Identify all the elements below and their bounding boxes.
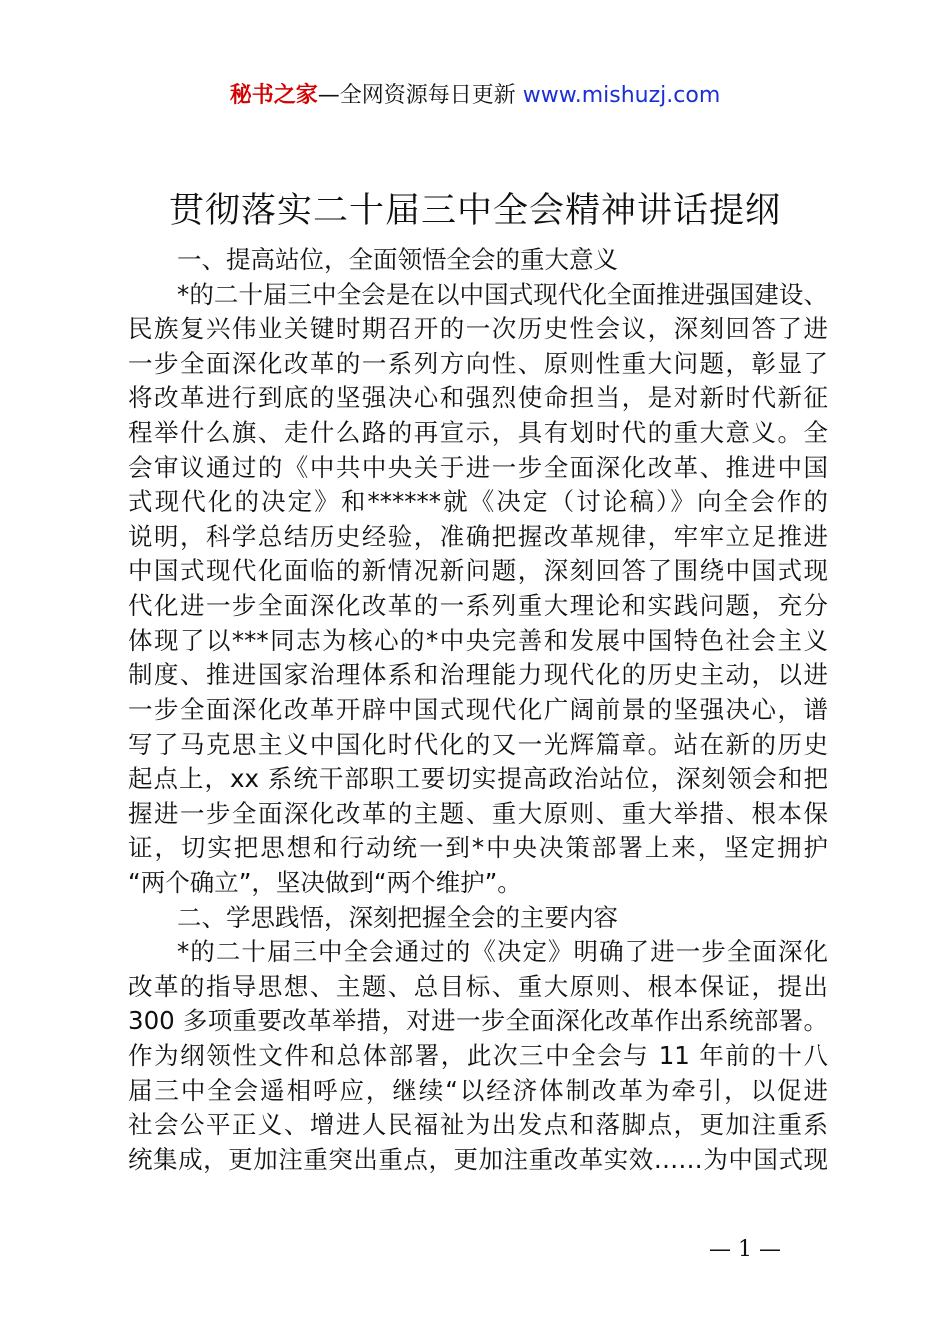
- body-line: 社会公平正义、增进人民福祉为出发点和落脚点，更加注重系: [128, 1110, 828, 1140]
- section-heading-1: 一、提高站位，全面领悟全会的重大意义: [177, 245, 618, 274]
- body-line: 届三中全会遥相呼应，继续“以经济体制改革为牵引，以促进: [128, 1075, 828, 1105]
- body-line: 一步全面深化改革的一系列方向性、原则性重大问题，彰显了: [128, 348, 828, 378]
- site-brand: 秘书之家: [229, 83, 318, 108]
- body-line: 会审议通过的《中共中央关于进一步全面深化改革、推进中国: [128, 452, 828, 482]
- body-line: *的二十届三中全会是在以中国式现代化全面推进强国建设、: [177, 279, 828, 309]
- site-tagline: —全网资源每日更新: [317, 83, 523, 108]
- body-line: 体现了以***同志为核心的*中央完善和发展中国特色社会主义: [128, 625, 828, 655]
- body-line: 证，切实把思想和行动统一到*中央决策部署上来，坚定拥护: [128, 833, 828, 863]
- section-heading-2: 二、学思践悟，深刻把握全会的主要内容: [177, 902, 618, 932]
- body-line: 将改革进行到底的坚强决心和强烈使命担当，是对新时代新征: [128, 383, 828, 413]
- body-line: 300 多项重要改革举措，对进一步全面深化改革作出系统部署。: [128, 1006, 828, 1036]
- body-line: 代化进一步全面深化改革的一系列重大理论和实践问题，充分: [128, 591, 828, 621]
- body-line: 起点上，xx 系统干部职工要切实提高政治站位，深刻领会和把: [128, 764, 828, 794]
- body-line: 中国式现代化面临的新情况新问题，深刻回答了围绕中国式现: [128, 556, 828, 586]
- body-line: 制度、推进国家治理体系和治理能力现代化的历史主动，以进: [128, 660, 828, 690]
- body-line: 程举什么旗、走什么路的再宣示，具有划时代的重大意义。全: [128, 418, 828, 448]
- body-line: *的二十届三中全会通过的《决定》明确了进一步全面深化: [177, 937, 828, 967]
- body-line: 一步全面深化改革开辟中国式现代化广阔前景的坚强决心，谱: [128, 694, 828, 724]
- body-line: 说明，科学总结历史经验，准确把握改革规律，牢牢立足推进: [128, 521, 828, 551]
- body-line: 写了马克思主义中国化时代化的又一光辉篇章。站在新的历史: [128, 729, 828, 759]
- document-body: [128, 243, 828, 1177]
- page-number: — 1 —: [709, 1237, 781, 1262]
- body-line: 统集成，更加注重突出重点，更加注重改革实效……为中国式现: [128, 1144, 828, 1174]
- site-header: [0, 80, 950, 112]
- body-line: 握进一步全面深化改革的主题、重大原则、重大举措、根本保: [128, 798, 828, 828]
- document-title: 贯彻落实二十届三中全会精神讲话提纲: [168, 191, 781, 231]
- site-url[interactable]: www.mishuzj.com: [522, 83, 721, 108]
- body-line: 作为纲领性文件和总体部署，此次三中全会与 11 年前的十八: [128, 1041, 828, 1071]
- body-line: 民族复兴伟业关键时期召开的一次历史性会议，深刻回答了进: [128, 314, 828, 344]
- body-line: 式现代化的决定》和******就《决定（讨论稿）》向全会作的: [128, 487, 828, 517]
- body-line: 改革的指导思想、主题、总目标、重大原则、根本保证，提出: [128, 971, 828, 1001]
- body-line: “两个确立”，坚决做到“两个维护”。: [128, 867, 522, 897]
